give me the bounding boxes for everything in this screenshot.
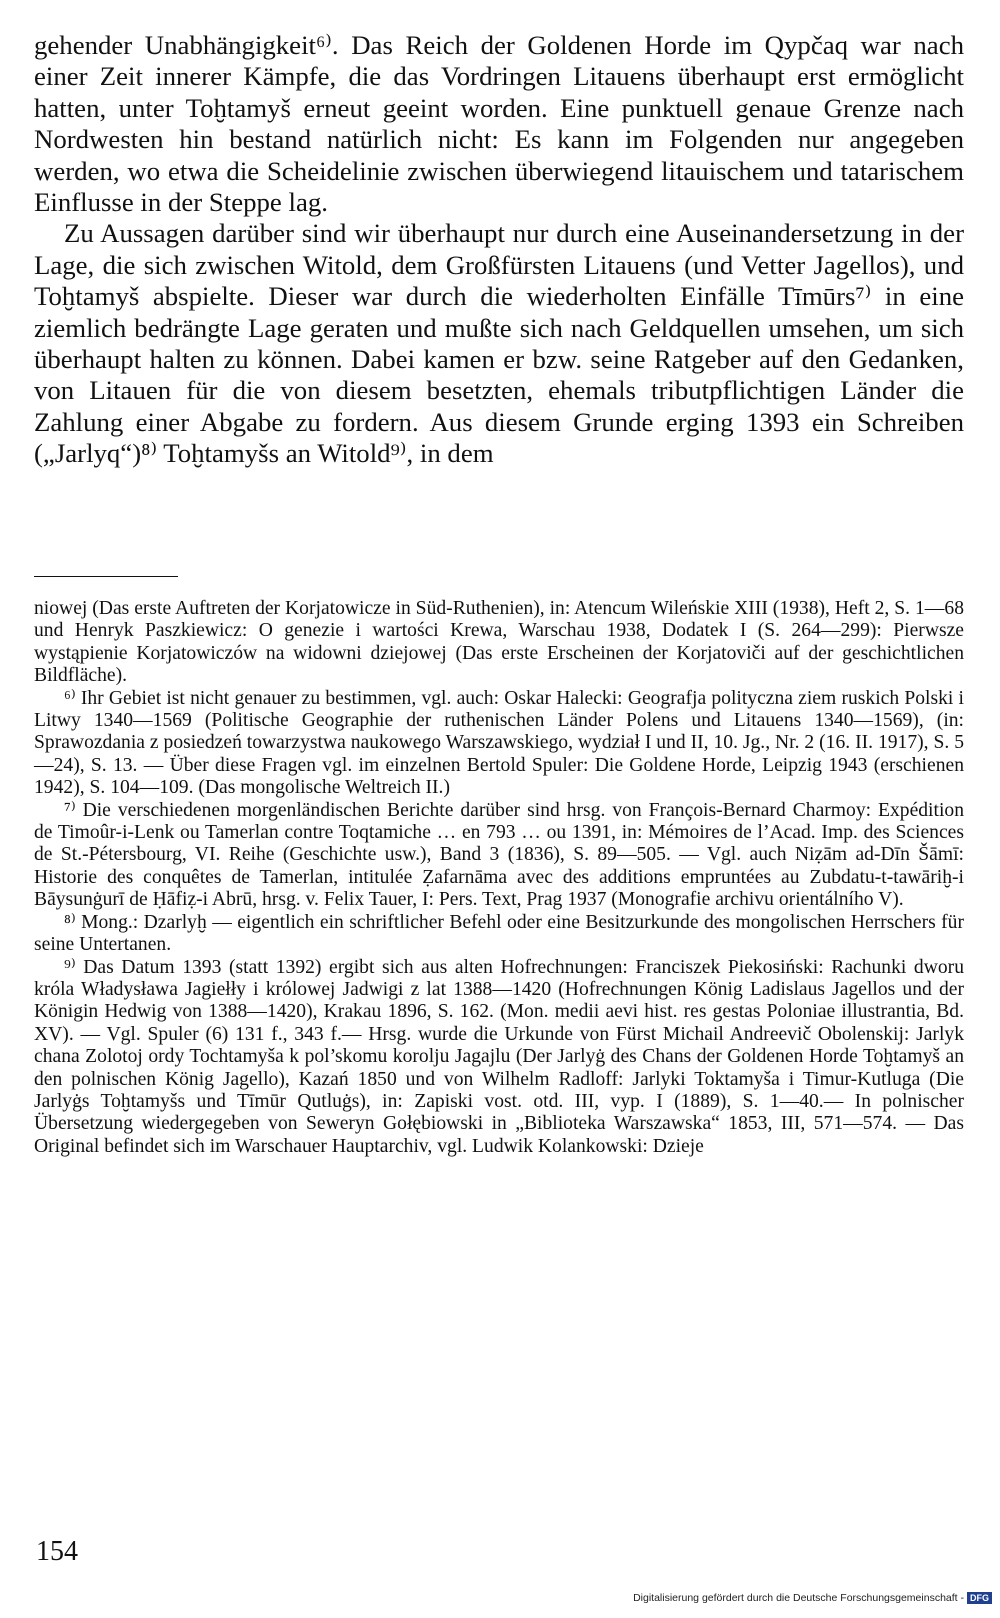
body-paragraph-2: Zu Aussagen darüber sind wir überhaupt nur durch eine Auseinandersetzung in der Lage, die sich zwischen Witold, dem Großfürsten Litauens (und Vetter Jagellos), und Toḫtamyš abspielte. Dieser war durch die wiederholten Einfälle Tīmūrs⁷⁾ in eine ziemlich bedrängte Lage geraten und mußte sich nach Geldquellen umsehen, um sich überhaupt halten zu können. Dabei kamen er bzw. seine Ratgeber auf den Gedanken, von Litauen für die von diesem besetzten, ehemals tributpflichtigen Länder die Zahlung einer Abgabe zu fordern. Aus diesem Grunde erging 1393 ein Schreiben („Jarlyq“)⁸⁾ Toḫtamyšs an Witold⁹⁾, in dem	[34, 218, 964, 469]
dfg-logo: DFG	[967, 1592, 992, 1604]
footnote-6: ⁶⁾ Ihr Gebiet ist nicht genauer zu bestimmen, vgl. auch: Oskar Halecki: Geografja polityczna ziem ruskich Polski i Litwy 1340—1569 (Politische Geographie der ruthenischen Länder Polens und Litauens 1340—1569), (in: Sprawozdania z posiedzeń towarzystwa naukowego Warszawskiego, wydział I und II, 10. Jg., Nr. 2 (16. II. 1917), S. 5—24), S. 13. — Über diese Fragen vgl. im einzelnen Bertold Spuler: Die Goldene Horde, Leipzig 1943 (erschienen 1942), S. 104—109. (Das mongolische Weltreich II.)	[34, 687, 964, 799]
footnote-separator	[34, 576, 178, 577]
footnote-9: ⁹⁾ Das Datum 1393 (statt 1392) ergibt sich aus alten Hofrechnungen: Franciszek Piekosiński: Rachunki dworu króla Władysława Jagiełły i królowej Jadwigi z lat 1388—1420 (Hofrechnungen König Ladislaus Jagellos und der Königin Hedwig von 1388—1420), Krakau 1896, S. 162. (Mon. medii aevi hist. res gestas Poloniae illustrantia, Bd. XV). — Vgl. Spuler (6) 131 f., 343 f.— Hrsg. wurde die Urkunde von Fürst Michail Andreevič Obolenskij: Jarlyk chana Zolotoj ordy Tochtamyša k pol’skomu korolju Jagajlu (Der Jarlyġ des Chans der Goldenen Horde Toḫtamyš an den polnischen König Jagello), Kazań 1850 und von Wilhelm Radloff: Jarlyki Toktamyša i Timur-Kutluga (Die Jarlyġs Toḫtamyšs und Tīmūr Qutluġs), in: Zapiski vost. otd. III, vyp. I (1889), S. 1—40.— In polnischer Übersetzung wiedergegeben von Seweryn Gołębiowski in „Biblioteka Warszawska“ 1853, III, 571—574. — Das Original befindet sich im Warschauer Hauptarchiv, vgl. Ludwik Kolankowski: Dzieje	[34, 956, 964, 1157]
page-number: 154	[36, 1536, 78, 1567]
body-text	[34, 30, 964, 470]
credit-text: Digitalisierung gefördert durch die Deutsche Forschungsgemeinschaft -	[633, 1592, 964, 1604]
footnote-8: ⁸⁾ Mong.: Dzarlyḫ — eigentlich ein schriftlicher Befehl oder eine Besitzurkunde des mongolischen Herrschers für seine Untertanen.	[34, 911, 964, 956]
footnote-continuation: niowej (Das erste Auftreten der Korjatowicze in Süd-Ruthenien), in: Atencum Wileńskie XIII (1938), Heft 2, S. 1—68 und Henryk Paszkiewicz: O genezie i wartości Krewa, Warschau 1938, Dodatek I (S. 264—299): Pierwsze wystąpienie Korjatowiczów na widowni dziejowej (Das erste Erscheinen der Korjatoviči auf der geschichtlichen Bildfläche).	[34, 598, 964, 687]
digitization-credit	[633, 1592, 992, 1604]
footnote-7: ⁷⁾ Die verschiedenen morgenländischen Berichte darüber sind hrsg. von François-Bernard Charmoy: Expédition de Timoûr-i-Lenk ou Tamerlan contre Toqtamiche … en 793 … ou 1391, in: Mémoires de l’Acad. Imp. des Sciences de St.-Pétersbourg, VI. Reihe (Geschichte usw.), Band 3 (1836), S. 89—505. — Vgl. auch Niẓām ad-Dīn Šāmī: Historie des conquêtes de Tamerlan, intitulée Ẓafarnāma avec des additions empruntées au Zubdatu-t-tawāriḫ-i Bāysunġurī de Ḥāfiẓ-i Abrū, hrsg. v. Felix Tauer, I: Pers. Text, Prag 1937 (Monografie archivu orientálního V).	[34, 799, 964, 911]
footnotes	[34, 598, 964, 1158]
body-paragraph-1: gehender Unabhängigkeit⁶⁾. Das Reich der Goldenen Horde im Qypčaq war nach einer Zeit innerer Kämpfe, die das Vordringen Litauens überhaupt erst ermöglicht hatten, unter Toḫtamyš erneut geeint worden. Eine punktuell genaue Grenze nach Nordwesten hin bestand natürlich nicht: Es kann im Folgenden nur angegeben werden, wo etwa die Scheidelinie zwischen überwiegend litauischem und tatarischem Einflusse in der Steppe lag.	[34, 30, 964, 218]
